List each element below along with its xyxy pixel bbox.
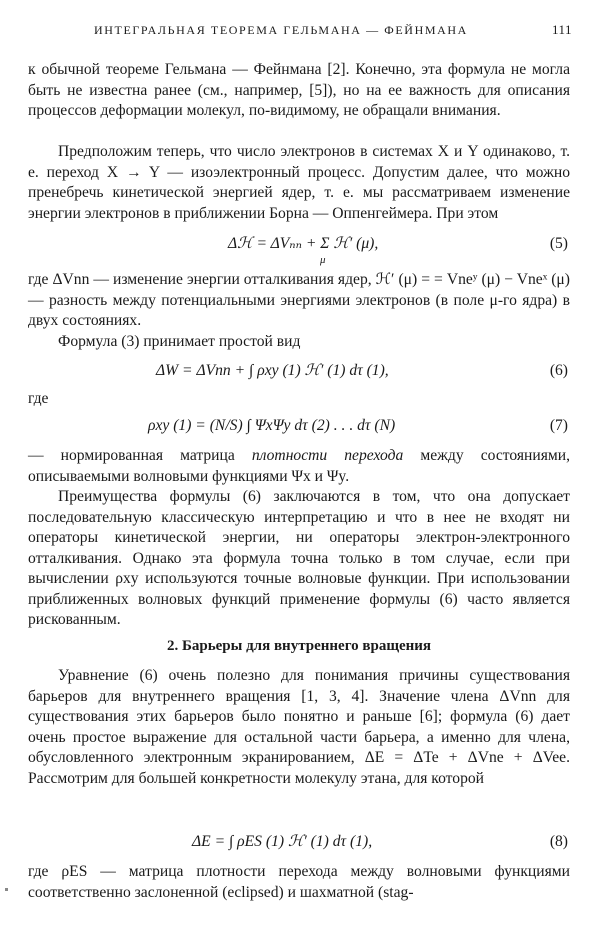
paragraph-3-text: где ΔVnn — изменение энергии отталкивания ядер, ℋ′ (μ) = = Vneʸ (μ) − Vneˣ (μ) — разность между потенциальными энергиями электронов (в поле μ-го ядра) в двух состояниях. [28, 271, 570, 329]
paragraph-7-text: Уравнение (6) очень полезно для понимания причины существования барьеров для внутреннего вращения [1, 3, 4]. Значение члена ΔVnn для существования этих барьеров было понятно и раньше [6]; формула (6) дает очень простое выражение для остальной части барьера, а именно для члена, обусловленного электронным экранированием, ΔE = ΔTe + ΔVne + ΔVee. Рассмотрим для большей конкретности молекулу этана, для которой [28, 667, 570, 787]
paragraph-5-text [28, 446, 570, 487]
paragraph-1 [28, 60, 570, 122]
paragraph-5 [28, 446, 570, 487]
paragraph-1-text: к обычной теореме Гельмана — Фейнмана [2]. Конечно, эта формула не могла быть не известна ранее (см., например, [5]), но на ее важность для описания процессов деформации молекул, по-видимому, не обращали внимания. [28, 61, 570, 119]
paragraph-5-part-b: между состояниями, описываемыми волновыми функциями Ψx и Ψy. [28, 447, 571, 485]
section-title: 2. Барьеры для внутреннего вращения [166, 638, 432, 654]
equation-5-subscript: μ [320, 254, 326, 266]
where-text: где [28, 390, 49, 407]
running-title: ИНТЕГРАЛЬНАЯ ТЕОРЕМА ГЕЛЬМАНА — ФЕЙНМАНА [94, 23, 468, 37]
equation-5-formula: Δℋ = ΔVₙₙ + Σ ℋ′ (μ), [228, 235, 379, 252]
equation-7 [28, 416, 570, 442]
equation-8 [28, 832, 570, 858]
equation-6 [28, 361, 570, 387]
paragraph-2-text: Предположим теперь, что число электронов в системах X и Y одинаково, т. е. переход X → Y — изоэлектронный процесс. Допустим далее, что можно пренебречь кинетической энергией ядер, т. е. мы рассматриваем изменение энергии электронов в приближении Борна — Оппенгеймера. При этом [28, 143, 570, 222]
equation-8-formula: ΔE = ∫ ρES (1) ℋ′ (1) dτ (1), [192, 833, 373, 850]
paragraph-4 [28, 332, 570, 353]
equation-7-formula: ρxy (1) = (N/S) ∫ ΨxΨy dτ (2) . . . dτ (N) [148, 417, 396, 434]
paragraph-3 [28, 270, 570, 332]
page-number: 111 [551, 22, 572, 37]
paragraph-6-text: Преимущества формулы (6) заключаются в том, что она допускает последовательную классическую интерпретацию и что в нее не входят ни операторы кинетической энергии, ни операторы электрон-электронного отталкивания. Однако эта формула точна только в том случае, если при вычислении ρxy используются точные волновые функции. При использовании приближенных волновых функций применение формулы (6) часто является рискованным. [28, 488, 570, 628]
scan-speck [5, 888, 8, 891]
equation-8-number: (8) [549, 833, 568, 850]
paragraph-8-text: где ρES — матрица плотности перехода между волновыми функциями соответственно заслоненной (eclipsed) и шахматной (stag- [28, 863, 570, 901]
paragraph-4-text: Формула (3) принимает простой вид [58, 333, 301, 350]
paragraph-5-emphasis: плотности перехода [251, 447, 404, 464]
equation-6-formula: ΔW = ΔVnn + ∫ ρxy (1) ℋ′ (1) dτ (1), [156, 362, 389, 379]
equation-6-number: (6) [549, 362, 568, 379]
paragraph-5-part-a: — нормированная матрица [28, 447, 252, 464]
equation-7-number: (7) [549, 417, 568, 434]
equation-5-number: (5) [549, 235, 568, 252]
paragraph-6 [28, 487, 570, 631]
paragraph-7 [28, 666, 570, 789]
paragraph-2 [28, 142, 570, 224]
paragraph-8 [28, 862, 570, 903]
equation-5 [28, 234, 570, 266]
